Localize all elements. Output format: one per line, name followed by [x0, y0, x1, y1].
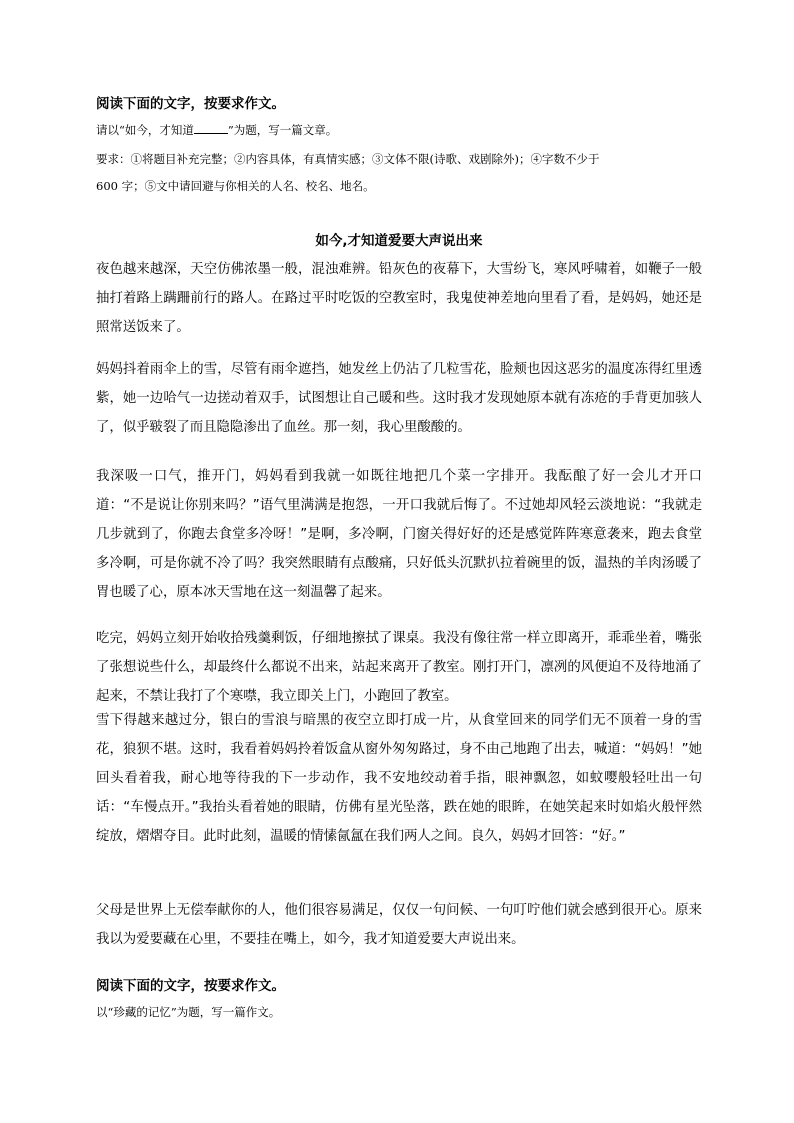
task2-heading: 阅读下面的文字，按要求作文。 — [96, 978, 285, 994]
essay-paragraph-1: 夜色越来越深，天空仿佛浓墨一般，混浊难辨。铅灰色的夜幕下，大雪纷飞，寒风呼啸着，如鞭子一般抽打着路上蹒跚前行的路人。在路过平时吃饭的空教室时，我鬼使神差地向里看了看，是妈妈，她还是照常送饭来了。 — [96, 262, 702, 335]
task1-prompt-after: ”为题，写一篇文章。 — [227, 123, 338, 137]
essay-title: 如今,才知道爱要大声说出来 — [315, 233, 483, 249]
essay-paragraph-5: 雪下得越来越过分，银白的雪浪与暗黑的夜空立即打成一片，从食堂回来的同学们无不顶着一身的雪花，狼狈不堪。这时，我看着妈妈拎着饭盒从窗外匆匆路过，身不由己地跑了出去，喊道：“妈妈！”她回头看着我，耐心地等待我的下一步动作，我不安地绞动着手指，眼神飘忽，如蚊嘤般轻吐出一句话：“车慢点开。”我抬头看着她的眼睛，仿佛有星光坠落，跌在她的眼眸，在她笑起来时如焰火般怦然绽放，熠熠夺目。此时此刻，温暖的情愫氤氲在我们两人之间。良久，妈妈才回答：“好。” — [96, 713, 702, 844]
task1-prompt — [96, 116, 702, 145]
essay-paragraph-6: 父母是世界上无偿奉献你的人，他们很容易满足，仅仅一句问候、一句叮咛他们就会感到很开心。原来我以为爱要藏在心里，不要挂在嘴上，如今，我才知道爱要大声说出来。 — [96, 903, 702, 947]
essay-paragraph-4: 吃完，妈妈立刻开始收拾残羹剩饭，仔细地擦拭了课桌。我没有像往常一样立即离开，乖乖坐着，嘴张了张想说些什么，却最终什么都说不出来，站起来离开了教室。刚打开门，凛冽的风便迫不及待地涌了起来，不禁让我打了个寒噤，我立即关上门，小跑回了教室。 — [96, 631, 702, 704]
task1-heading: 阅读下面的文字，按要求作文。 — [96, 96, 285, 112]
task1-requirements-line1: 要求：①将题目补充完整；②内容具体，有真情实感；③文体不限(诗歌、戏剧除外)；④字数不少于 — [96, 152, 600, 166]
essay-paragraph-3: 我深吸一口气，推开门，妈妈看到我就一如既往地把几个菜一字排开。我酝酿了好一会儿才开口道：“不是说让你别来吗？”语气里满满是抱怨，一开口我就后悔了。不过她却风轻云淡地说：“我就走几步就到了，你跑去食堂多冷呀！”是啊，多冷啊，门窗关得好好的还是感觉阵阵寒意袭来，跑去食堂多冷啊，可是你就不冷了吗？我突然眼睛有点酸痛，只好低头沉默扒拉着碗里的饭，温热的羊肉汤暖了胃也暖了心，原本冰天雪地在这一刻温馨了起来。 — [96, 469, 702, 600]
task1-prompt-before: 请以“如今，才知道 — [96, 123, 194, 137]
essay-paragraph-2: 妈妈抖着雨伞上的雪，尽管有雨伞遮挡，她发丝上仍沾了几粒雪花，脸颊也因这恶劣的温度冻得红里透紫，她一边哈气一边搓动着双手，试图想让自己暖和些。这时我才发现她原本就有冻疮的手背更加骇人了，似乎皲裂了而且隐隐渗出了血丝。那一刻，我心里酸酸的。 — [96, 362, 702, 435]
task2-prompt: 以“珍藏的记忆”为题，写一篇作文。 — [96, 1005, 281, 1019]
title-blank-line — [194, 121, 228, 134]
task1-requirements-line2: 600 字；⑤文中请回避与你相关的人名、校名、地名。 — [96, 179, 375, 193]
